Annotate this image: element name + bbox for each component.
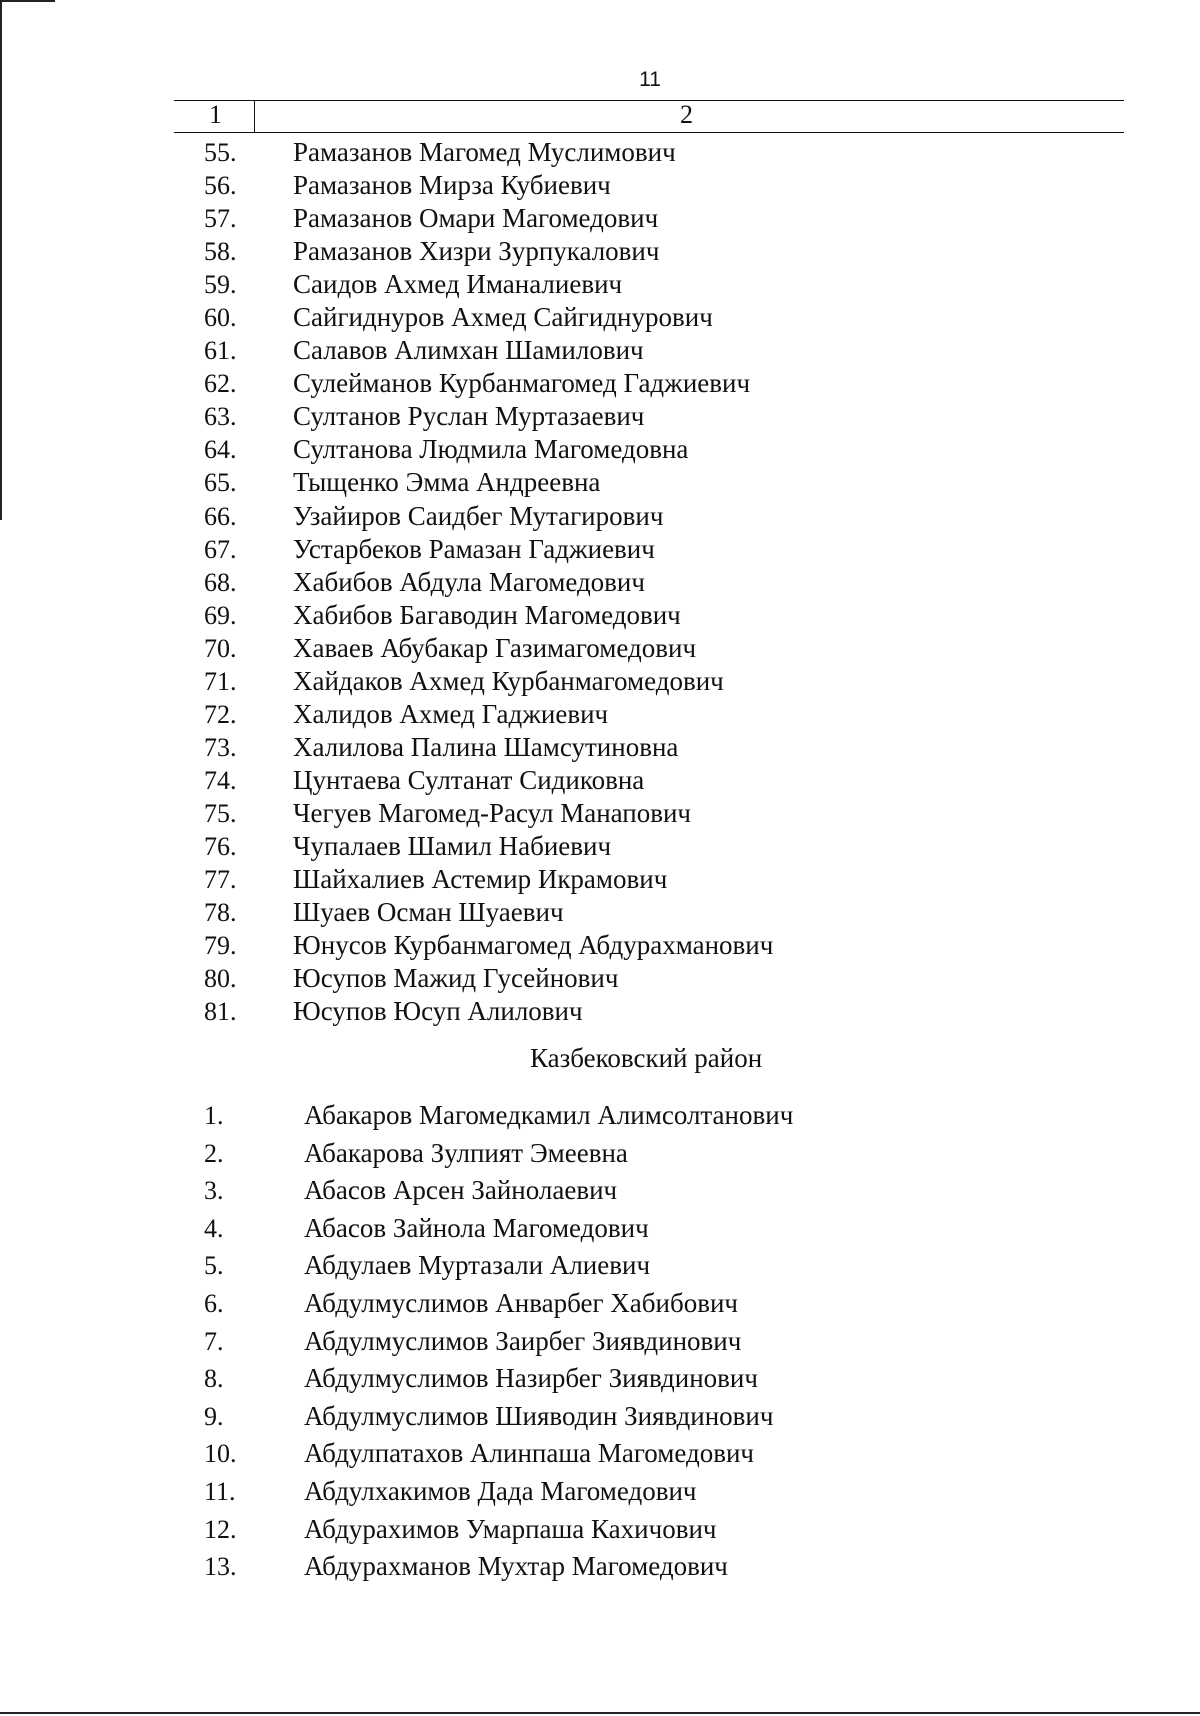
item-number: 60.	[204, 303, 237, 333]
list-item	[204, 1360, 793, 1398]
item-number: 5.	[204, 1251, 224, 1281]
section-heading: Казбековский район	[530, 1043, 763, 1073]
item-number: 57.	[204, 204, 237, 234]
item-number: 13.	[204, 1552, 237, 1582]
table-header-column-divider	[254, 100, 255, 132]
list-item	[204, 995, 773, 1028]
item-number: 55.	[204, 138, 237, 167]
list-item	[204, 797, 773, 830]
list-item	[204, 235, 773, 268]
list-item	[204, 566, 773, 599]
table-header-col1: 1	[209, 100, 222, 129]
scan-edge-bottom	[0, 1712, 1200, 1714]
list-item	[204, 830, 773, 863]
item-number: 77.	[204, 865, 237, 895]
item-name: Тыщенко Эмма Андреевна	[293, 467, 601, 498]
item-number: 69.	[204, 600, 237, 630]
page-number: 11	[639, 68, 661, 91]
item-name: Рамазанов Хизри Зурпукалович	[293, 236, 660, 267]
item-name: Султанова Людмила Магомедовна	[293, 434, 689, 465]
list-item	[204, 334, 773, 367]
item-name: Чегуев Магомед-Расул Манапович	[293, 797, 692, 828]
item-name: Абакарова Зулпият Эмеевна	[304, 1137, 628, 1168]
list-item	[204, 1210, 793, 1248]
list-item	[204, 1097, 793, 1135]
item-number: 59.	[204, 270, 237, 300]
list-item	[204, 533, 773, 566]
item-number: 71.	[204, 666, 237, 696]
list-item	[204, 962, 773, 995]
item-name: Абдулхакимов Дада Магомедович	[304, 1475, 697, 1506]
table-header-col2: 2	[680, 100, 693, 129]
list-item	[204, 1285, 793, 1323]
item-name: Халилова Палина Шамсутиновна	[293, 731, 679, 762]
item-number: 80.	[204, 964, 237, 994]
item-number: 65.	[204, 468, 237, 498]
item-name: Рамазанов Мирза Кубиевич	[293, 170, 611, 201]
item-name: Султанов Руслан Муртазаевич	[293, 401, 645, 432]
item-name: Абдулмуслимов Шияводин Зиявдинович	[304, 1400, 774, 1431]
item-name: Абдурахманов Мухтар Магомедович	[304, 1551, 728, 1582]
list-item	[204, 268, 773, 301]
item-name: Хаваев Абубакар Газимагомедович	[293, 632, 697, 663]
item-name: Абдулмуслимов Заирбег Зиявдинович	[304, 1325, 742, 1356]
list-item	[204, 400, 773, 433]
list-item	[204, 1473, 793, 1511]
item-number: 11.	[204, 1476, 236, 1506]
list-item	[204, 301, 773, 334]
list-item	[204, 466, 773, 499]
list-item	[204, 764, 773, 797]
item-name: Устарбеков Рамазан Гаджиевич	[293, 533, 655, 564]
item-number: 12.	[204, 1514, 237, 1544]
item-number: 2.	[204, 1138, 224, 1168]
item-name: Юнусов Курбанмагомед Абдурахманович	[293, 930, 774, 961]
item-number: 68.	[204, 567, 237, 597]
item-number: 6.	[204, 1288, 224, 1318]
item-name: Абдулпатахов Алинпаша Магомедович	[304, 1438, 754, 1469]
item-number: 1.	[204, 1101, 224, 1130]
list-item	[204, 202, 773, 235]
item-number: 74.	[204, 765, 237, 795]
item-name: Саидов Ахмед Иманалиевич	[293, 269, 623, 300]
item-name: Халидов Ахмед Гаджиевич	[293, 698, 609, 729]
item-number: 61.	[204, 336, 237, 366]
item-name: Цунтаева Султанат Сидиковна	[293, 764, 645, 795]
list-item	[204, 599, 773, 632]
item-name: Хайдаков Ахмед Курбанмагомедович	[293, 665, 724, 696]
list-item	[204, 136, 773, 169]
item-number: 67.	[204, 534, 237, 564]
item-number: 73.	[204, 732, 237, 762]
name-list-continued	[204, 136, 773, 1028]
list-item	[204, 1511, 793, 1549]
item-number: 7.	[204, 1326, 224, 1356]
item-name: Рамазанов Магомед Муслимович	[293, 137, 676, 167]
item-number: 79.	[204, 931, 237, 961]
list-item	[204, 896, 773, 929]
item-number: 4.	[204, 1213, 224, 1243]
list-item	[204, 367, 773, 400]
item-name: Хабибов Абдула Магомедович	[293, 566, 645, 597]
item-name: Шайхалиев Астемир Икрамович	[293, 864, 668, 895]
item-name: Салавов Алимхан Шамилович	[293, 335, 644, 366]
list-item	[204, 1172, 793, 1210]
item-number: 64.	[204, 435, 237, 465]
item-number: 3.	[204, 1176, 224, 1206]
list-item	[204, 1435, 793, 1473]
item-name: Сайгиднуров Ахмед Сайгиднурович	[293, 302, 713, 333]
item-number: 9.	[204, 1401, 224, 1431]
item-name: Юсупов Мажид Гусейнович	[293, 963, 619, 994]
list-item	[204, 169, 773, 202]
scan-edge-left	[0, 0, 2, 520]
list-item	[204, 1247, 793, 1285]
item-name: Чупалаев Шамил Набиевич	[293, 830, 612, 861]
item-number: 58.	[204, 237, 237, 267]
item-name: Шуаев Осман Шуаевич	[293, 897, 564, 928]
item-name: Рамазанов Омари Магомедович	[293, 203, 659, 234]
item-name: Абасов Зайнола Магомедович	[304, 1212, 649, 1243]
list-item	[204, 698, 773, 731]
list-item	[204, 863, 773, 896]
list-item	[204, 1323, 793, 1361]
item-number: 81.	[204, 997, 237, 1027]
item-number: 63.	[204, 402, 237, 432]
item-number: 75.	[204, 798, 237, 828]
item-number: 72.	[204, 699, 237, 729]
item-name: Абдулмуслимов Назирбег Зиявдинович	[304, 1363, 758, 1394]
list-item	[204, 731, 773, 764]
item-number: 8.	[204, 1364, 224, 1394]
item-name: Абакаров Магомедкамил Алимсолтанович	[304, 1100, 794, 1130]
list-item	[204, 632, 773, 665]
item-name: Абасов Арсен Зайнолаевич	[304, 1175, 618, 1206]
name-list-district	[204, 1097, 793, 1586]
item-number: 66.	[204, 501, 237, 531]
item-name: Абдулаев Муртазали Алиевич	[304, 1250, 651, 1281]
item-name: Абдурахимов Умарпаша Кахичович	[304, 1513, 717, 1544]
list-item	[204, 433, 773, 466]
list-item	[204, 929, 773, 962]
item-number: 62.	[204, 369, 237, 399]
list-item	[204, 1548, 793, 1586]
item-number: 70.	[204, 633, 237, 663]
item-number: 78.	[204, 898, 237, 928]
list-item	[204, 665, 773, 698]
list-item	[204, 500, 773, 533]
item-name: Абдулмуслимов Анварбег Хабибович	[304, 1287, 738, 1318]
scan-edge-top-left	[0, 0, 55, 2]
item-name: Узайиров Саидбег Мутагирович	[293, 500, 664, 531]
list-item	[204, 1398, 793, 1436]
item-number: 56.	[204, 171, 237, 201]
item-name: Сулейманов Курбанмагомед Гаджиевич	[293, 368, 751, 399]
item-name: Хабибов Багаводин Магомедович	[293, 599, 681, 630]
item-number: 10.	[204, 1439, 237, 1469]
item-number: 76.	[204, 831, 237, 861]
item-name: Юсупов Юсуп Алилович	[293, 996, 583, 1027]
table-header-top-rule	[174, 100, 1124, 101]
table-header-bottom-rule	[174, 132, 1124, 133]
list-item	[204, 1135, 793, 1173]
